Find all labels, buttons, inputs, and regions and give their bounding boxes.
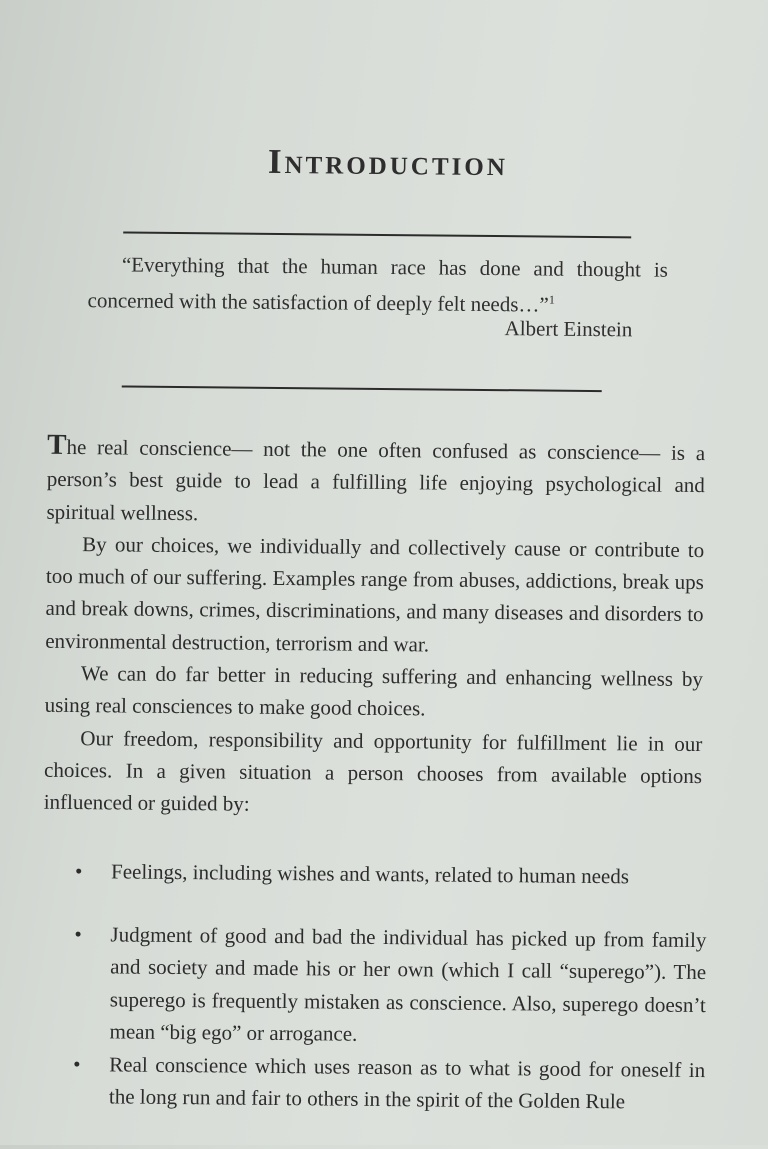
drop-cap: T <box>47 428 67 461</box>
paragraph-1 <box>46 429 705 534</box>
epigraph-author: Albert Einstein <box>504 316 633 342</box>
footnote-marker: 1 <box>548 292 555 307</box>
bullet-icon: • <box>73 1051 81 1076</box>
bullet-icon: • <box>74 859 83 884</box>
paragraph-1-text: he real conscience— not the one often confused as conscience— is a person’s best guide to lead a fulfilling life enjoying psychological and spiritual wellness. <box>46 434 706 525</box>
bottom-divider <box>122 385 602 392</box>
list-item-text: Feelings, including wishes and wants, related to human needs <box>110 859 630 889</box>
body-text <box>44 429 706 825</box>
list-item-text: Real conscience which uses reason as to what is good for oneself in the long run and fair to others in the spirit of the Golden Rule <box>108 1051 706 1114</box>
list-item <box>65 1047 706 1118</box>
top-divider <box>123 231 631 238</box>
bullet-list <box>65 855 707 1119</box>
paragraph-4: Our freedom, responsibility and opportunity for fulfillment lie in our choices. In a given situation a person chooses from available options influenced or guided by: <box>43 725 703 816</box>
chapter-title: Introduction <box>267 141 509 184</box>
paragraph-3: We can do far better in reducing suffering and enhancing wellness by using real consciences to make good choices. <box>44 661 704 721</box>
list-item <box>67 855 707 894</box>
list-item <box>65 917 706 1053</box>
bullet-icon: • <box>74 921 82 946</box>
list-item-text: Judgment of good and bad the individual has picked up from family and society and made his or her own (which I call “superego”). The superego is frequently mistaken as conscience. Also, superego doesn’t mean “big ego” or arrogance. <box>109 921 707 1046</box>
epigraph-quote <box>87 249 668 322</box>
epigraph-text: “Everything that the human race has done and thought is concerned with the satisfaction of deeply felt needs…” <box>87 252 669 317</box>
paragraph-2: By our choices, we individually and collectively cause or contribute to too much of our suffering. Examples range from abuses, addictions, break ups and break downs, crimes, discriminations, and many diseases and disorders to environmental destruction, terrorism and war. <box>45 531 705 657</box>
